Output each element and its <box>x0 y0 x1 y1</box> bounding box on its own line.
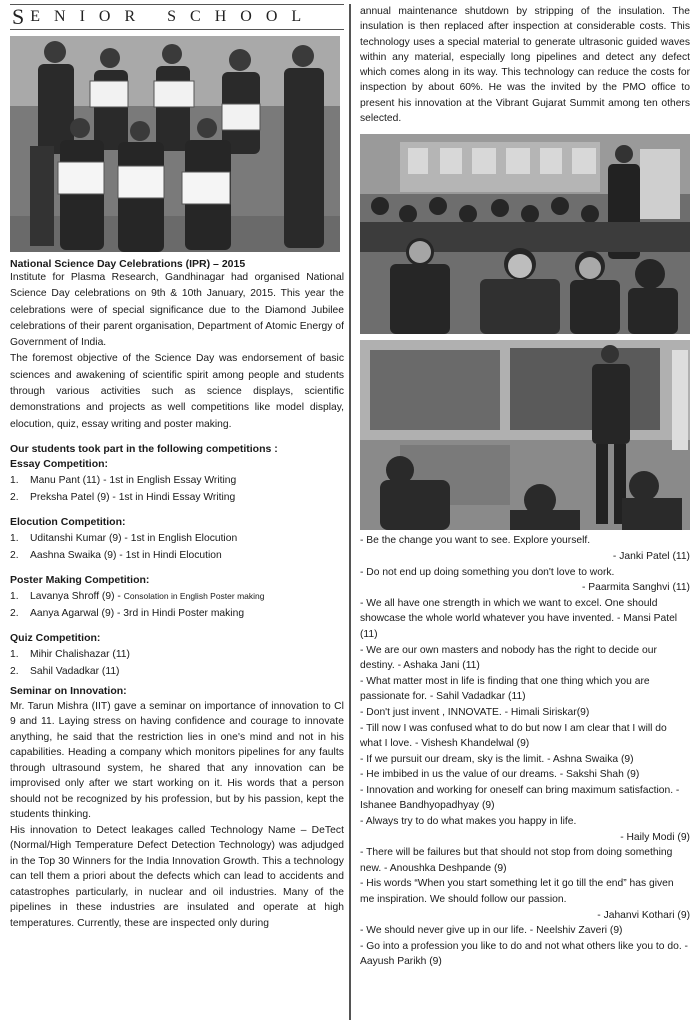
quote-text: - What matter most in life is finding that one thing which you are passionate for. - Sahil Vadadkar (11) <box>360 675 650 703</box>
quote-item <box>360 674 690 705</box>
quote-text: - Don't just invent , INNOVATE. - Himali Siriskar(9) <box>360 706 590 718</box>
list-number: 2. <box>10 549 19 561</box>
list-number: 1. <box>10 648 19 660</box>
quote-item <box>360 767 690 783</box>
list-text: Mihir Chalishazar (11) <box>30 648 130 660</box>
list-item <box>10 489 344 506</box>
list-number: 2. <box>10 607 19 619</box>
section-banner <box>10 4 344 30</box>
quote-text: - There will be failures but that should not stop from doing something new. - Anoushka Deshpande (9) <box>360 847 673 874</box>
quote-item <box>360 923 690 939</box>
list-item <box>10 588 344 605</box>
right-column <box>360 4 690 970</box>
competitions-heading: Our students took part in the following competitions : <box>10 442 278 455</box>
poster-competition <box>10 573 344 622</box>
quote-author: - Haily Modi (9) <box>620 831 690 843</box>
science-day-heading: National Science Day Celebrations (IPR) – 2015 <box>10 258 246 270</box>
students-group-photo <box>10 36 340 252</box>
competition-list <box>10 646 344 680</box>
list-text: Aashna Swaika (9) - 1st in Hindi Elocution <box>30 549 222 561</box>
quote-item <box>360 596 690 643</box>
quote-item <box>360 705 690 721</box>
list-item <box>10 530 344 547</box>
classroom-photo-illustration <box>360 134 690 334</box>
list-text: Manu Pant (11) - 1st in English Essay Writing <box>30 474 237 486</box>
list-item <box>10 472 344 489</box>
competition-title: Essay Competition: <box>10 457 109 470</box>
seminar-heading: Seminar on Innovation: <box>10 684 127 697</box>
competition-list <box>10 588 344 622</box>
list-item <box>10 547 344 564</box>
banner-title: ENIOR SCHOOL <box>30 8 316 25</box>
list-text: Sahil Vadadkar (11) <box>30 665 120 677</box>
list-text: Aanya Agarwal (9) - 3rd in Hindi Poster making <box>30 607 245 619</box>
quote-author: - Jahanvi Kothari (9) <box>597 909 690 921</box>
quote-text: - He imbibed in us the value of our dreams. - Sakshi Shah (9) <box>360 769 640 781</box>
quote-item <box>360 565 690 596</box>
banner-initial: S <box>12 4 31 29</box>
quiz-competition <box>10 631 344 680</box>
competition-list <box>10 530 344 564</box>
quote-item <box>360 533 690 564</box>
list-number: 2. <box>10 491 19 503</box>
list-number: 1. <box>10 590 19 602</box>
quote-text: - Be the change you want to see. Explore yourself. <box>360 535 591 547</box>
list-number: 1. <box>10 474 19 486</box>
essay-competition <box>10 457 344 506</box>
competition-title: Quiz Competition: <box>10 631 101 644</box>
quote-author: - Janki Patel (11) <box>612 550 690 562</box>
left-column <box>10 4 344 931</box>
list-text: Preksha Patel (9) - 1st in Hindi Essay Writing <box>30 491 236 503</box>
quote-item <box>360 643 690 674</box>
list-text: Lavanya Shroff (9) - <box>30 590 124 602</box>
competition-list <box>10 472 344 506</box>
quote-text: - Do not end up doing something you don't love to work. <box>360 566 615 578</box>
list-text: Uditanshi Kumar (9) - 1st in English Elocution <box>30 532 238 544</box>
list-text-small: Consolation in English Poster making <box>123 590 265 601</box>
quote-item <box>360 939 690 970</box>
student-quotes <box>360 533 690 970</box>
seminar-paragraph-2: His innovation to Detect leakages called Technology Name – DeTect (Normal/High Temperature Defect Detection Technology) was adjudged in the Top 30 Winners for the India Innovation Growth. This a technology can tell them a priori about the defects which can lead to accidents and catastrophes particularly, in nuclear and oil industries. Many of the pipelines in these industries are insulated and operate at high temperatures. Currently, these are inspected only during <box>10 824 344 929</box>
quote-item <box>360 721 690 752</box>
list-item <box>10 646 344 663</box>
seminar-continuation: annual maintenance shutdown by stripping of the insulation. The insulation is then replaced after inspection at considerable costs. This technology uses a special material to generate ultrasonic guided waves within any material, especially long pipelines and detect any defect which comes along in its way. This technology can reduce the costs for inspection by about 60%. He was the invited by the PMO office to present his innovation at the Vibrant Gujarat Summit among ten others selected. <box>360 6 690 125</box>
group-photo-illustration <box>10 36 340 252</box>
quote-text: - We are our own masters and nobody has the right to decide our destiny. - Ashaka Jani (11) <box>360 644 657 672</box>
quote-text: - Innovation and working for oneself can bring maximum satisfaction. - Ishanee Bandhyopadhyay (9) <box>360 784 680 812</box>
quote-text: - If we pursuit our dream, sky is the limit. - Ashna Swaika (9) <box>360 753 634 765</box>
quote-item <box>360 783 690 814</box>
seminar-paragraph-1: Mr. Tarun Mishra (IIT) gave a seminar on importance of innovation to Cl 9 and 11. Laying stress on having confidence and courage to innovate anything, he said that the restriction lies in one's mind and not in his capabilities. Heading a company which monitors pipelines for any faults through ultrasound system, he shared that any innovation can be improvised only after we start working on it. His words that a person should not be recognized by his profession, but by his passion, kept the students thinking. <box>10 700 344 821</box>
quote-item <box>360 845 690 876</box>
quote-text: - His words “When you start something let it go till the end” has given me inspiration. We should follow our passion. <box>360 878 674 906</box>
quote-text: - We all have one strength in which we want to excel. One should showcase the whole world whatever you have invented. - Mansi Patel (11) <box>360 597 678 640</box>
quote-text: - Always try to do what makes you happy in life. <box>360 816 577 828</box>
seminar-photo-illustration <box>360 340 690 530</box>
competition-title: Elocution Competition: <box>10 515 126 528</box>
list-item <box>10 605 344 622</box>
quote-item <box>360 876 690 923</box>
quote-text: - Go into a profession you like to do and not what others like you to do. - Aayush Parikh (9) <box>360 940 688 968</box>
elocution-competition <box>10 515 344 564</box>
list-number: 2. <box>10 665 19 677</box>
quote-item <box>360 814 690 845</box>
quote-item <box>360 752 690 768</box>
science-day-objective: The foremost objective of the Science Day was endorsement of basic sciences and awakening of scientific spirit among people and students through various activities such as science displays, scientific demonstrations and projects as well competitions like model display, elocution, quiz, essay writing and poster making. <box>10 353 344 430</box>
column-divider <box>349 4 351 1020</box>
science-day-intro: Institute for Plasma Research, Gandhinagar had organised National Science Day celebrations on 9th & 10th January, 2015. This year the celebrations were of special significance due to the Diamond Jubilee celebrations of their parent organisation, Department of Atomic Energy of Government of India. <box>10 272 344 349</box>
quote-author: - Paarmita Sanghvi (11) <box>582 582 690 594</box>
quote-text: - Till now I was confused what to do but now I am clear that I will do what I love. - Vishesh Khandelwal (9) <box>360 722 667 750</box>
seminar-speaker-photo <box>360 340 690 530</box>
list-number: 1. <box>10 532 19 544</box>
competition-title: Poster Making Competition: <box>10 573 150 586</box>
classroom-photo <box>360 134 690 334</box>
quote-text: - We should never give up in our life. - Neelshiv Zaveri (9) <box>360 925 623 937</box>
list-item <box>10 663 344 680</box>
